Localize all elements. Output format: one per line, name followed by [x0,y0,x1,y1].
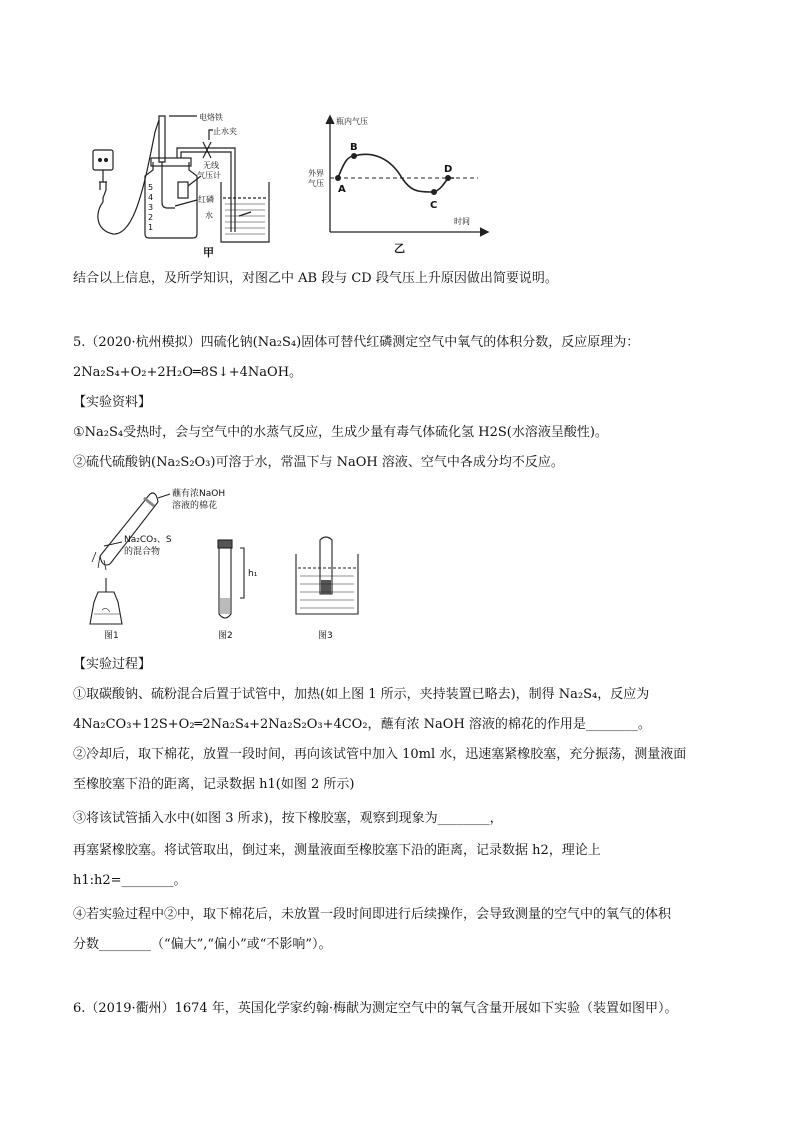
label-point-b: B [350,142,358,153]
q5-intro-1: 5.（2020·杭州模拟）四硫化钠(Na₂S₄)固体可替代红磷测定空气中氧气的体积分数，反应原理为： [73,335,640,350]
label-red-phosphorus: 红磷 [198,195,214,204]
q5-materials-title: 【实验资料】 [73,395,152,410]
q5-step-4a: ④若实验过程中②中，取下棉花后，未放置一段时间即进行后续操作，会导致测量的空气中的氧气的体积 [73,907,672,922]
label-water-clip: 止水夹 [213,127,237,136]
label-scale-1: 1 [148,223,154,232]
q5-step-1b: 4Na₂CO₃+12S+O₂═2Na₂S₄+2Na₂S₂O₃+4CO₂，蘸有浓 NaOH 溶液的棉花的作用是________。 [73,717,651,732]
label-bottle-pressure: 瓶内气压 [336,117,368,126]
q5-material-2: ②硫代硫酸钠(Na₂S₂O₃)可溶于水，常温下与 NaOH 溶液、空气中各成分均不反应。 [73,455,564,470]
label-point-d: D [444,164,453,175]
label-cotton-2: 溶液的棉花 [172,501,218,511]
label-external-1: 外界 [308,169,324,178]
q5-step-2a: ②冷却后，取下棉花，放置一段时间，再向该试管中加入 10ml 水，迅速塞紧橡胶塞，充分振荡，测量液面 [73,747,687,762]
label-scale-3: 3 [148,203,154,212]
q5-material-1: ①Na₂S₄受热时，会与空气中的水蒸气反应，生成少量有毒气体硫化氢 H2S(水溶液呈酸性)。 [73,425,608,440]
q5-step-2b: 至橡胶塞下沿的距离，记录数据 h1(如图 2 所示) [73,777,355,792]
label-pressure-gauge: 气压计 [197,171,221,180]
figure-jia-apparatus [85,112,275,262]
caption-jia: 甲 [203,246,214,259]
label-mix-1: Na₂CO₃、S [124,535,172,545]
label-cotton-1: 蘸有浓NaOH [172,489,226,499]
q5-step-3b: 再塞紧橡胶塞。将试管取出，倒过来，测量液面至橡胶塞下沿的距离，记录数据 h2，理论上 [73,843,601,858]
label-water: 水 [205,211,213,220]
label-scale-2: 2 [148,213,154,222]
figure-experiment-1-3 [70,484,400,644]
label-wireless: 无线 [203,161,219,170]
q5-step-3c: h1:h2=________。 [73,873,187,888]
q5-step-1a: ①取碳酸钠、硫粉混合后置于试管中，加热(如上图 1 所示，夹持装置已略去)，制得 Na₂S₄，反应为 [73,687,650,702]
q5-step-3a: ③将该试管插入水中(如图 3 所求)，按下橡胶塞，观察到现象为________， [73,811,503,826]
caption-yi: 乙 [394,242,405,255]
figure-yi-pressure-curve [298,112,498,262]
q5-step-4b: 分数________（“偏大”,“偏小”或“不影响”）。 [73,937,332,952]
label-scale-4: 4 [148,193,154,202]
label-soldering-iron: 电烙铁 [199,113,223,122]
label-scale-5: 5 [148,183,154,192]
q5-process-title: 【实验过程】 [73,657,152,672]
q6-intro: 6.（2019·衢州）1674 年，英国化学家约翰·梅献为测定空气中的氧气含量开展如下实验（装置如图甲）。 [73,1001,678,1016]
label-time: 时间 [454,217,470,226]
label-external-2: 气压 [308,179,324,188]
caption-fig2: 图2 [218,631,233,641]
label-mix-2: 的混合物 [124,547,161,557]
label-point-a: A [338,184,346,195]
caption-fig1: 图1 [104,631,119,641]
q4-instruction: 结合以上信息，及所学知识，对图乙中 AB 段与 CD 段气压上升原因做出简要说明。 [73,271,558,286]
label-point-c: C [430,200,438,211]
caption-fig3: 图3 [318,631,333,641]
label-h1: h₁ [248,569,258,579]
q5-intro-2: 2Na₂S₄+O₂+2H₂O═8S↓+4NaOH。 [73,365,303,380]
